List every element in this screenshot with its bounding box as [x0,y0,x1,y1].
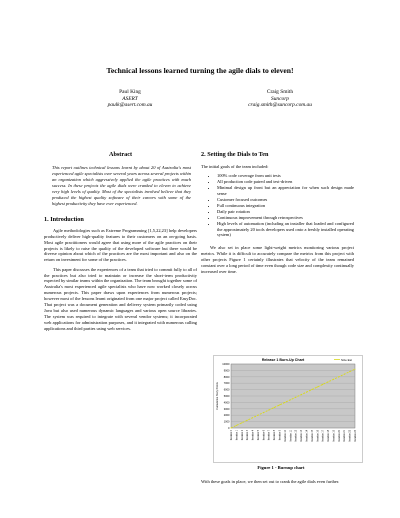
data-point [241,422,242,423]
y-tick-label: 2000 [223,414,230,418]
goals-list [201,173,354,238]
burnup-chart [213,355,363,463]
data-point [268,410,269,411]
data-point [230,427,231,428]
y-tick-label: 6000 [223,388,230,392]
figure-caption: Figure 1 - Burnup chart [257,465,305,470]
y-tick-label: 5000 [223,395,230,398]
y-tick-label: 3000 [223,407,230,411]
list-item: • Continuous improvement through retrospectives [217,215,354,221]
author-block-1 [60,89,200,109]
x-tick-label: Iteration 10 [284,430,287,442]
data-point [327,381,328,382]
data-point [279,404,280,405]
data-point [354,369,355,370]
y-axis-label: Cumulative Story Points [216,382,219,410]
data-point [311,389,312,390]
abstract-text: This report outlines technical lessons learnt by about 20 of Australia's most experienced agile specialists over several years across several projects within an organization which aggressively applied the agile practices with much success. In these projects the agile dials were cranked to eleven to achieve very high levels of quality. Most of the specialists involved believe that they produced the highest quality software of their careers with some of the highest productivity they have ever experienced. [52,165,191,206]
data-point [333,379,334,380]
data-point [317,386,318,387]
legend-label: Size Est [341,357,353,362]
x-tick-label: Iteration 17 [322,430,325,442]
left-column [44,151,197,335]
y-tick-label: 7000 [223,382,230,386]
abstract-heading: Abstract [108,151,133,158]
y-tick-label: 0 [228,427,230,430]
section2-intro: The initial goals of the team included: [201,164,269,169]
x-tick-label: Iteration 20 [338,430,341,442]
author-affiliation: ASERT [122,95,138,102]
y-tick-label: 4000 [223,401,230,405]
data-point [236,425,237,426]
author-email: paulk@asert.com.au [107,102,153,109]
list-item: • Full continuous integration [217,203,354,209]
data-point [274,407,275,408]
chart-title: Release 1 Burn-Up Chart [261,358,305,363]
right-column [201,151,354,278]
x-tick-label: Iteration 5 [257,430,260,441]
x-tick-label: Iteration 14 [306,430,309,442]
x-tick-label: Iteration 19 [333,430,336,442]
x-tick-label: Iteration 3 [247,430,250,441]
x-tick-label: Iteration 1 [236,430,239,441]
y-tick-label: 8000 [223,375,230,379]
paper-title: Technical lessons learned turning the agile dials to eleven! [106,66,294,75]
x-tick-label: Iteration 18 [328,430,331,442]
x-tick-label: Iteration 2 [241,430,244,441]
x-tick-label: Iteration 4 [252,430,255,441]
x-tick-label: Iteration 6 [263,430,266,441]
data-point [349,371,350,372]
after-figure-text: With these goals in place, we then set out to crank the agile dials even further. [201,479,340,484]
list-item: • 100% code coverage from unit tests [217,173,354,179]
data-point [257,415,258,416]
y-tick-label: 10000 [222,363,230,366]
author-email: craig.smith@suncorp.com.au [248,102,312,109]
intro-paragraph: This paper discusses the experiences of a team that tried to commit fully to all of the practices but also tried to maintain or increase the short-term productivity expected by similar teams within the organization. The team brought together some of Australia's most experienced agile specialists who have now worked closely across numerous projects. This paper draws upon experiences from numerous projects; however most of the lessons learnt originated from one major project called EasyDoc. That project was a document generation and delivery system primarily coded using Java but also used numerous dynamic languages and various open source libraries. The system was required to integrate with several vendor systems; it incorporated web applications for administration purposes, and it integrated with numerous calling applications and third parties using web services. [44,266,198,332]
x-tick-label: Iteration 21 [344,430,347,442]
data-point [306,392,307,393]
data-point [338,376,339,377]
x-tick-label: Iteration 9 [279,430,282,441]
data-point [301,394,302,395]
data-point [284,402,285,403]
section2-paragraph: We also set in place some light-weight metrics monitoring various project metrics. While it is difficult to accurately compare the metrics from this project with other projects Figure 1 certainly illustrates that velocity of the team remained constant over a long period of time even though code size and complexity continually increased over time. [201,245,354,275]
x-tick-label: Iteration 23 [355,430,357,442]
author-affiliation: Suncorp [271,95,289,102]
x-tick-label: Iteration 8 [274,430,277,441]
data-point [247,420,248,421]
author-name: Craig Smith [266,89,294,95]
x-tick-label: Iteration 11 [290,430,293,442]
author-name: Paul King [119,89,141,95]
x-tick-label: Iteration 12 [295,430,298,442]
data-point [344,374,345,375]
x-tick-label: Iteration 13 [301,430,304,442]
list-item: • All production code paired and test-driven [217,179,354,185]
list-item: • Customer focused outcomes [217,197,354,203]
x-tick-label: Iteration 0 [231,430,233,441]
data-point [263,412,264,413]
author-block-2 [210,89,350,109]
data-point [290,399,291,400]
data-point [252,417,253,418]
data-point [322,384,323,385]
intro-paragraph: Agile methodologies such as Extreme Programming [1,5,22,23] help developers productively deliver high-quality features to their customers on an on-going basis. Most agile practitioners would agree that using more of the agile practices on their projects is likely to raise the quality of the developed software but there would be diverse opinion about which of the practices are the most important and also on the return on investment for some of the practices. [44,227,197,263]
x-tick-label: Iteration 15 [311,430,314,442]
data-point [295,397,296,398]
x-tick-label: Iteration 16 [317,430,320,442]
list-item: • High levels of automation (including an installer that loaded and configured the approximately 20 tools developers used onto a freshly installed operating system) [217,221,354,239]
list-item: • Minimal design up front but an appreciation for when such design made sense [217,185,354,197]
list-item: • Daily pair rotation [217,209,354,215]
section2-heading: 2. Setting the Dials to Ten [201,151,269,158]
y-tick-label: 9000 [223,369,230,373]
x-tick-label: Iteration 22 [349,430,352,442]
y-tick-label: 1000 [223,420,230,424]
x-tick-label: Iteration 7 [268,430,271,441]
intro-heading: 1. Introduction [44,215,84,223]
